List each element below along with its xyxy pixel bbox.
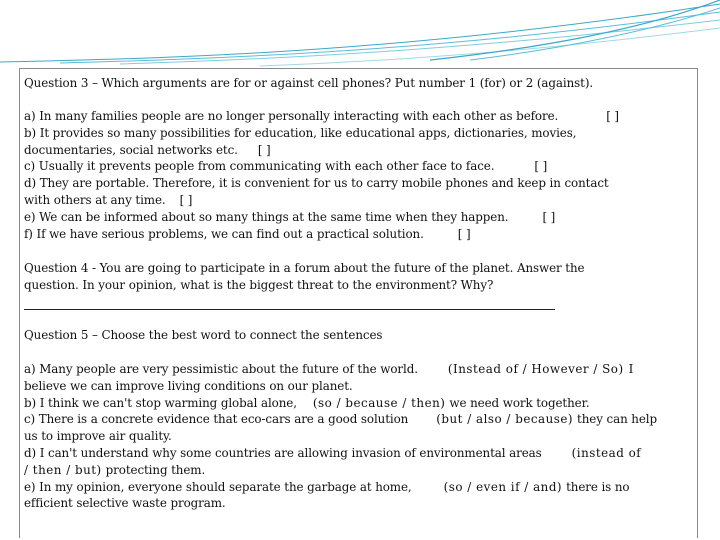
q3-item-b-line2: documentaries, social networks etc. [ ] <box>24 142 271 157</box>
answer-line[interactable] <box>24 309 555 310</box>
q3-item-b-line1: b) It provides so many possibilities for education, like educational apps, dictionaries, movies, <box>24 125 577 140</box>
q3-item-d-line1: d) They are portable. Therefore, it is convenient for us to carry mobile phones and keep in contact <box>24 176 609 191</box>
q5-options-d: (instead of <box>571 445 642 460</box>
q3-item-d-line2: with others at any time. [ ] <box>24 192 193 207</box>
q5-item-a-line2: believe we can improve living conditions on our planet. <box>24 378 353 393</box>
q3-item-c: c) Usually it prevents people from communicating with each other face to face. [ ] <box>24 159 548 174</box>
q5-item-e-line1: e) In my opinion, everyone should separate the garbage at home, (so / even if / and) there is no <box>24 479 630 494</box>
q5-item-d-line2: / then / but) protecting them. <box>24 462 206 477</box>
question-3-title <box>24 75 593 92</box>
q3-box-b: [ ] <box>257 142 271 157</box>
question-4-line2: question. In your opinion, what is the biggest threat to the environment? Why? <box>24 277 494 292</box>
decorative-swoosh-lines <box>0 0 720 70</box>
q5-options-e: (so / even if / and) <box>443 479 563 494</box>
q5-options-b: (so / because / then) <box>312 395 446 410</box>
q3-item-f: f) If we have serious problems, we can find out a practical solution. [ ] <box>24 226 471 241</box>
q3-box-d: [ ] <box>179 192 193 207</box>
q3-box-a: [ ] <box>606 109 619 123</box>
q5-options-d-cont: / then / but) <box>24 462 102 477</box>
q5-item-d-line1: d) I can't understand why some countries are allowing invasion of environmental areas (instead of <box>24 445 642 460</box>
q5-item-b: b) I think we can't stop warming global alone, (so / because / then) we need work together. <box>24 395 590 410</box>
question-5-items <box>24 361 657 512</box>
q5-item-c-line2: us to improve air quality. <box>24 429 172 444</box>
q5-item-c-line1: c) There is a concrete evidence that eco-cars are a good solution (but / also / because) they can help <box>24 412 658 427</box>
q5-item-a-line1: a) Many people are very pessimistic about the future of the world. (Instead of / However / So) I <box>24 362 634 376</box>
q5-item-e-line2: efficient selective waste program. <box>24 496 226 511</box>
q5-options-a: (Instead of / However / So) <box>447 362 624 376</box>
q3-box-c: [ ] <box>534 159 548 174</box>
question-3-title-text: Question 3 – Which arguments are for or against cell phones? Put number 1 (for) or 2 (against). <box>24 76 594 90</box>
question-3-items <box>24 108 619 242</box>
question-5-title <box>24 327 382 344</box>
question-5-title-text: Question 5 – Choose the best word to connect the sentences <box>24 328 383 342</box>
question-4 <box>24 260 584 294</box>
q3-box-f: [ ] <box>457 226 471 241</box>
question-4-line1: Question 4 - You are going to participate in a forum about the future of the planet. Answer the <box>24 261 585 275</box>
q3-item-e: e) We can be informed about so many things at the same time when they happen. [ ] <box>24 209 556 224</box>
q5-options-c: (but / also / because) <box>436 412 574 427</box>
q3-item-a: a) In many families people are no longer personally interacting with each other as before. [ ] <box>24 109 619 123</box>
q3-box-e: [ ] <box>542 209 556 224</box>
